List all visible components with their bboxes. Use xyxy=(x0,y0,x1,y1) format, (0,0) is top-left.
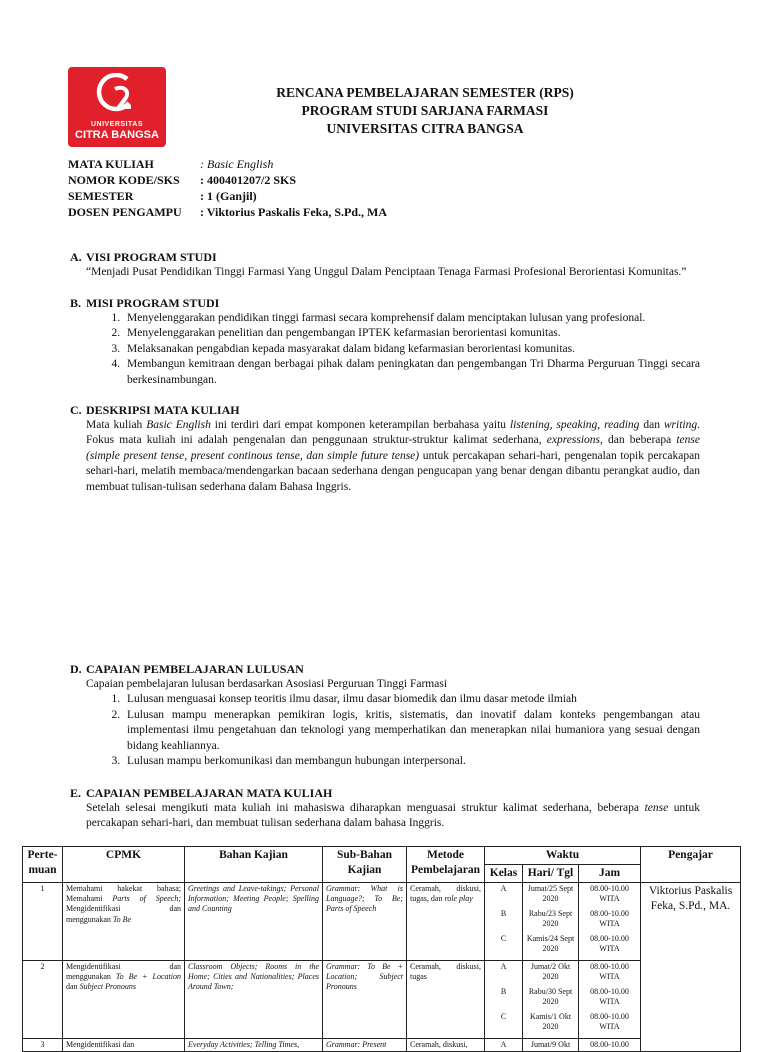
visi-text: “Menjadi Pusat Pendidikan Tinggi Farmasi Yang Unggul Dalam Penciptaan Tenaga Farmasi Profesional Berorientasi Komunitas.” xyxy=(86,266,687,278)
col-header-bahan: Bahan Kajian xyxy=(185,847,323,883)
cpl-list xyxy=(70,692,700,769)
cell-jam: 08.00-10.00 xyxy=(579,1039,641,1052)
cell-pengajar: Viktorius Paskalis Feka, S.Pd., MA. xyxy=(641,883,741,1052)
section-heading: E. CAPAIAN PEMBELAJARAN MATA KULIAH xyxy=(70,786,333,800)
cell-cpmk: Memahami hakekat bahasa; Memahami Parts of Speech; Mengidentifikasi dan menggunakan To Be xyxy=(63,883,185,961)
header-program: PROGRAM STUDI SARJANA FARMASI xyxy=(301,103,549,118)
cell-metode: Ceramah, diskusi, tugas, dan role play xyxy=(407,883,485,961)
course-info-key: SEMESTER xyxy=(68,189,134,203)
cell-cpmk: Mengidentifikasi dan menggunakan To Be + Location dan Subject Pronouns xyxy=(63,961,185,1039)
cell-bahan: Everyday Activities; Telling Times, xyxy=(185,1039,323,1052)
list-item: 3. Melaksanakan pengabdian kepada masyarakat dalam bidang kefarmasian berorientasi komunitas. xyxy=(123,342,700,357)
course-info-row xyxy=(68,188,387,204)
col-header-hari: Hari/ Tgl xyxy=(523,865,579,883)
col-header-kelas: Kelas xyxy=(485,865,523,883)
misi-list xyxy=(70,311,700,388)
list-item: 2. Menyelenggarakan penelitian dan pengembangan IPTEK kefarmasian berorientasi komunitas. xyxy=(123,326,700,341)
course-info-value: : Viktorius Paskalis Feka, S.Pd., MA xyxy=(200,205,388,219)
section-cpl xyxy=(70,661,700,769)
logo-text-line2: CITRA BANGSA xyxy=(75,129,159,141)
course-info-value: : 1 (Ganjil) xyxy=(200,189,257,203)
table-header-row xyxy=(23,847,741,865)
cell-pertemuan: 1 xyxy=(23,883,63,961)
cell-jam: 08.00-10.00 WITA 08.00-10.00 WITA 08.00-10.00 WITA xyxy=(579,961,641,1039)
table-row xyxy=(23,883,741,961)
table-row xyxy=(23,961,741,1039)
cell-pertemuan: 3 xyxy=(23,1039,63,1052)
rps-schedule-table xyxy=(22,846,741,1052)
logo-text-line1: UNIVERSITAS xyxy=(90,121,144,128)
cell-hari: Jumat/25 Sept 2020 Rabu/23 Sept 2020 Kamis/24 Sept 2020 xyxy=(523,883,579,961)
cell-hari: Jumat/9 Okt xyxy=(523,1039,579,1052)
logo-emblem-icon xyxy=(93,73,141,117)
cell-metode: Ceramah, diskusi, xyxy=(407,1039,485,1052)
cell-cpmk: Mengidentifikasi dan xyxy=(63,1039,185,1052)
section-heading: D. CAPAIAN PEMBELAJARAN LULUSAN xyxy=(70,662,304,676)
section-heading: C. DESKRIPSI MATA KULIAH xyxy=(70,403,240,417)
course-info-key: MATA KULIAH xyxy=(68,157,154,171)
cell-sub-bahan: Grammar: What is Language?; To Be; Parts of Speech xyxy=(323,883,407,961)
col-header-cpmk: CPMK xyxy=(63,847,185,883)
col-header-pengajar: Pengajar xyxy=(641,847,741,883)
section-visi xyxy=(70,249,700,280)
cell-pertemuan: 2 xyxy=(23,961,63,1039)
section-heading: A. VISI PROGRAM STUDI xyxy=(70,250,217,264)
cpmk-text: Setelah selesai mengikuti mata kuliah ini mahasiswa diharapkan menguasai struktur kalimat sederhana, beberapa tense untuk percakapan sehari-hari, dan membuat tulisan sederhana dalam bahasa Inggris. xyxy=(86,802,701,830)
section-deskripsi xyxy=(70,402,700,495)
cell-hari: Jumat/2 Okt 2020 Rabu/30 Sept 2020 Kamis/1 Okt 2020 xyxy=(523,961,579,1039)
section-cpmk xyxy=(70,785,700,832)
course-info-value: : 400401207/2 SKS xyxy=(200,173,297,187)
cell-jam: 08.00-10.00 WITA 08.00-10.00 WITA 08.00-10.00 WITA xyxy=(579,883,641,961)
col-header-pertemuan: Perte- muan xyxy=(23,847,63,883)
col-header-jam: Jam xyxy=(579,865,641,883)
cell-bahan: Classroom Objects; Rooms in the Home; Cities and Nationalities; Places Around Town; xyxy=(185,961,323,1039)
cell-kelas: A B C xyxy=(485,883,523,961)
cpl-intro: Capaian pembelajaran lulusan berdasarkan Asosiasi Perguruan Tinggi Farmasi xyxy=(86,678,448,690)
course-info-row xyxy=(68,156,387,172)
cell-sub-bahan: Grammar: To Be + Location; Subject Pronouns xyxy=(323,961,407,1039)
header-title: RENCANA PEMBELAJARAN SEMESTER (RPS) xyxy=(276,85,574,100)
course-info-row xyxy=(68,172,387,188)
col-header-waktu: Waktu xyxy=(485,847,641,865)
cell-sub-bahan: Grammar: Present xyxy=(323,1039,407,1052)
deskripsi-text: Mata kuliah Basic English ini terdiri dari empat komponen keterampilan berbahasa yaitu listening, speaking, reading dan writing. Fokus mata kuliah ini adalah pengenalan dan penggunaan struktur-struktur kalimat sederhana, expressions, dan beberapa tense (simple present tense, present continous tense, dan simple future tense) untuk percakapan sehari-hari, pengenalan topik percakapan sehari-hari, melatih membaca/mendengarkan bacaan sederhana dengan pengucapan yang benar dengan dibantu perangkat audio, dan membuat tulisan-tulisan sederhana dalam Bahasa Inggris. xyxy=(86,419,700,493)
cell-kelas: A B C xyxy=(485,961,523,1039)
list-item: 2. Lulusan mampu menerapkan pemikiran logis, kritis, sistematis, dan inovatif dalam konteks pengembangan atau implementasi ilmu pengetahuan dan teknologi yang memperhatikan dan menerapkan nilai humaniora yang sesuai dengan bidang keahliannya. xyxy=(123,708,700,754)
course-info-key: DOSEN PENGAMPU xyxy=(68,205,182,219)
list-item: 4. Membangun kemitraan dengan berbagai pihak dalam peningkatan dan pengembangan Tri Dharma Perguruan Tinggi secara berkesinambungan. xyxy=(123,357,700,388)
cell-kelas: A xyxy=(485,1039,523,1052)
cell-metode: Ceramah, diskusi, tugas xyxy=(407,961,485,1039)
section-heading: B. MISI PROGRAM STUDI xyxy=(70,296,220,310)
list-item: 1. Menyelenggarakan pendidikan tinggi farmasi secara komprehensif dalam menciptakan lulusan yang profesional. xyxy=(123,311,700,326)
course-info-row xyxy=(68,204,387,220)
header-university: UNIVERSITAS CITRA BANGSA xyxy=(326,121,524,136)
list-item: 3. Lulusan mampu berkomunikasi dan membangun hubungan interpersonal. xyxy=(123,754,700,769)
course-info xyxy=(68,156,387,220)
cell-bahan: Greetings and Leave-takings; Personal Information; Meeting People; Spelling and Counting xyxy=(185,883,323,961)
university-logo xyxy=(68,67,166,147)
col-header-metode: Metode Pembelajaran xyxy=(407,847,485,883)
col-header-sub-bahan: Sub-Bahan Kajian xyxy=(323,847,407,883)
table-row xyxy=(23,1039,741,1052)
list-item: 1. Lulusan menguasai konsep teoritis ilmu dasar, ilmu dasar biomedik dan ilmu dasar metode ilmiah xyxy=(123,692,700,707)
document-header xyxy=(200,84,650,138)
course-info-key: NOMOR KODE/SKS xyxy=(68,173,180,187)
course-info-value: : Basic English xyxy=(200,157,274,171)
section-misi xyxy=(70,295,700,388)
